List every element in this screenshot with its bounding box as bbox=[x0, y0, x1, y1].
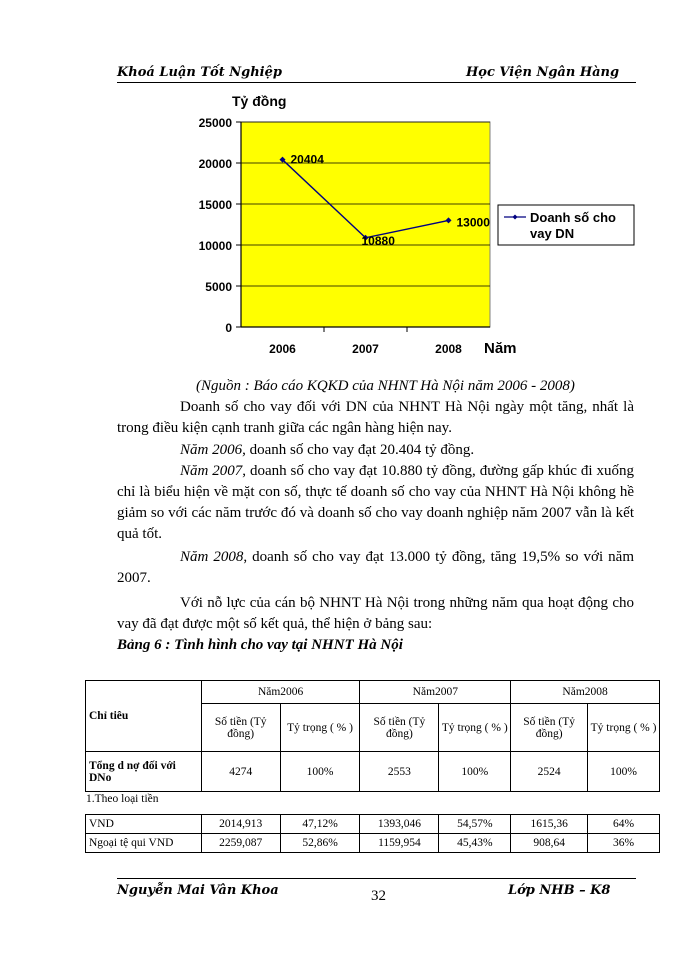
table-cell: 2014,913 bbox=[201, 815, 280, 834]
share-subheader: Tỷ trọng ( % ) bbox=[439, 704, 511, 752]
table-cell: 2524 bbox=[511, 752, 588, 792]
table-cell: 2553 bbox=[360, 752, 439, 792]
legend-label-line1: Doanh số cho bbox=[530, 210, 616, 225]
y-tick-label: 0 bbox=[225, 321, 232, 335]
amount-subheader: Số tiền (Tỷ đồng) bbox=[201, 704, 280, 752]
year-header: Năm2007 bbox=[360, 681, 511, 704]
source-caption: (Nguồn : Báo cáo KQKD của NHNT Hà Nội năm 2006 - 2008) bbox=[196, 378, 575, 394]
currency-table bbox=[85, 814, 660, 853]
table-cell: 45,43% bbox=[439, 834, 511, 853]
footer-left: Nguyễn Mai Vân Khoa bbox=[117, 883, 279, 898]
paragraph-1: Doanh số cho vay đối với DN của NHNT Hà Nội ngày một tăng, nhất là trong điều kiện cạnh tranh giữa các ngân hàng hiện nay. bbox=[117, 399, 634, 436]
table-cell: 1615,36 bbox=[511, 815, 588, 834]
paragraph-2-lead: Năm 2006 bbox=[180, 442, 243, 458]
page-number: 32 bbox=[371, 888, 386, 904]
legend-label-line2: vay DN bbox=[530, 226, 575, 241]
table-cell: 1159,954 bbox=[360, 834, 439, 853]
y-tick-label: 25000 bbox=[198, 116, 232, 130]
table-cell: 52,86% bbox=[280, 834, 360, 853]
paragraph-4-lead: Năm 2008 bbox=[180, 549, 244, 565]
paragraph-2-text: , doanh số cho vay đạt 20.404 tỷ đồng. bbox=[242, 442, 475, 458]
amount-subheader: Số tiền (Tỷ đồng) bbox=[360, 704, 439, 752]
y-tick-label: 5000 bbox=[205, 280, 232, 294]
footer-right: Lớp NHB – K8 bbox=[508, 883, 611, 898]
y-axis-title: Tỷ đồng bbox=[232, 93, 287, 109]
header-left: Khoá Luận Tốt Nghiệp bbox=[117, 65, 282, 80]
loan-table bbox=[85, 680, 660, 792]
data-label: 13000 bbox=[456, 215, 490, 230]
table-cell: 4274 bbox=[201, 752, 280, 792]
x-tick-label: 2007 bbox=[352, 342, 379, 356]
row-header-cell: Chỉ tiêu bbox=[86, 681, 202, 752]
y-tick-label: 15000 bbox=[198, 198, 232, 212]
table-cell: 908,64 bbox=[511, 834, 588, 853]
plot-background bbox=[241, 122, 490, 327]
paragraph-2 bbox=[117, 440, 634, 461]
y-tick-label: 20000 bbox=[198, 157, 232, 171]
chart-plot-area bbox=[199, 116, 491, 356]
share-subheader: Tỷ trọng ( % ) bbox=[588, 704, 660, 752]
table-row bbox=[86, 834, 660, 853]
x-axis-title: Năm bbox=[484, 340, 517, 357]
year-header: Năm2006 bbox=[201, 681, 360, 704]
table-cell: 100% bbox=[280, 752, 360, 792]
table-cell: 47,12% bbox=[280, 815, 360, 834]
paragraph-3-lead: Năm 2007 bbox=[180, 463, 243, 479]
table-cell: 36% bbox=[588, 834, 660, 853]
table-cell: 54,57% bbox=[439, 815, 511, 834]
amount-subheader: Số tiền (Tỷ đồng) bbox=[511, 704, 588, 752]
section-label: 1.Theo loại tiền bbox=[86, 793, 159, 805]
header-right: Học Viện Ngân Hàng bbox=[466, 65, 620, 80]
paragraph-4 bbox=[117, 547, 634, 589]
paragraph-3-text: , doanh số cho vay đạt 10.880 tỷ đồng, đường gấp khúc đi xuống chỉ là biểu hiện về mặt con số, thực tế doanh số cho vay của NHNT Hà Nội không hề giảm so với các năm trước đó và doanh số cho vay doanh nghiệp năm 2007 vẫn là kết quả tốt. bbox=[117, 463, 634, 542]
table-cell: 100% bbox=[588, 752, 660, 792]
table-title: Bảng 6 : Tình hình cho vay tại NHNT Hà Nội bbox=[117, 637, 403, 653]
data-label: 10880 bbox=[361, 233, 395, 248]
total-label: Tổng d nợ đối với DNo bbox=[86, 752, 202, 792]
paragraph-4-text: , doanh số cho vay đạt 13.000 tỷ đồng, tăng 19,5% so với năm 2007. bbox=[117, 549, 634, 586]
paragraph-3 bbox=[117, 461, 634, 545]
x-tick-label: 2008 bbox=[435, 342, 462, 356]
row-label: VND bbox=[86, 815, 202, 834]
table-cell: 1393,046 bbox=[360, 815, 439, 834]
table-cell: 64% bbox=[588, 815, 660, 834]
table-cell: 2259,087 bbox=[201, 834, 280, 853]
footer-rule bbox=[117, 878, 636, 879]
x-tick-label: 2006 bbox=[269, 342, 296, 356]
share-subheader: Tỷ trọng ( % ) bbox=[280, 704, 360, 752]
table-row bbox=[86, 815, 660, 834]
y-tick-label: 10000 bbox=[198, 239, 232, 253]
row-label: Ngoại tệ qui VND bbox=[86, 834, 202, 853]
table-cell: 100% bbox=[439, 752, 511, 792]
data-label: 20404 bbox=[290, 152, 324, 167]
line-chart bbox=[0, 0, 700, 380]
year-header: Năm2008 bbox=[511, 681, 660, 704]
paragraph-5: Với nỗ lực của cán bộ NHNT Hà Nội trong những năm qua hoạt động cho vay đã đạt được một số kết quả, thể hiện ở bảng sau: bbox=[117, 595, 634, 632]
